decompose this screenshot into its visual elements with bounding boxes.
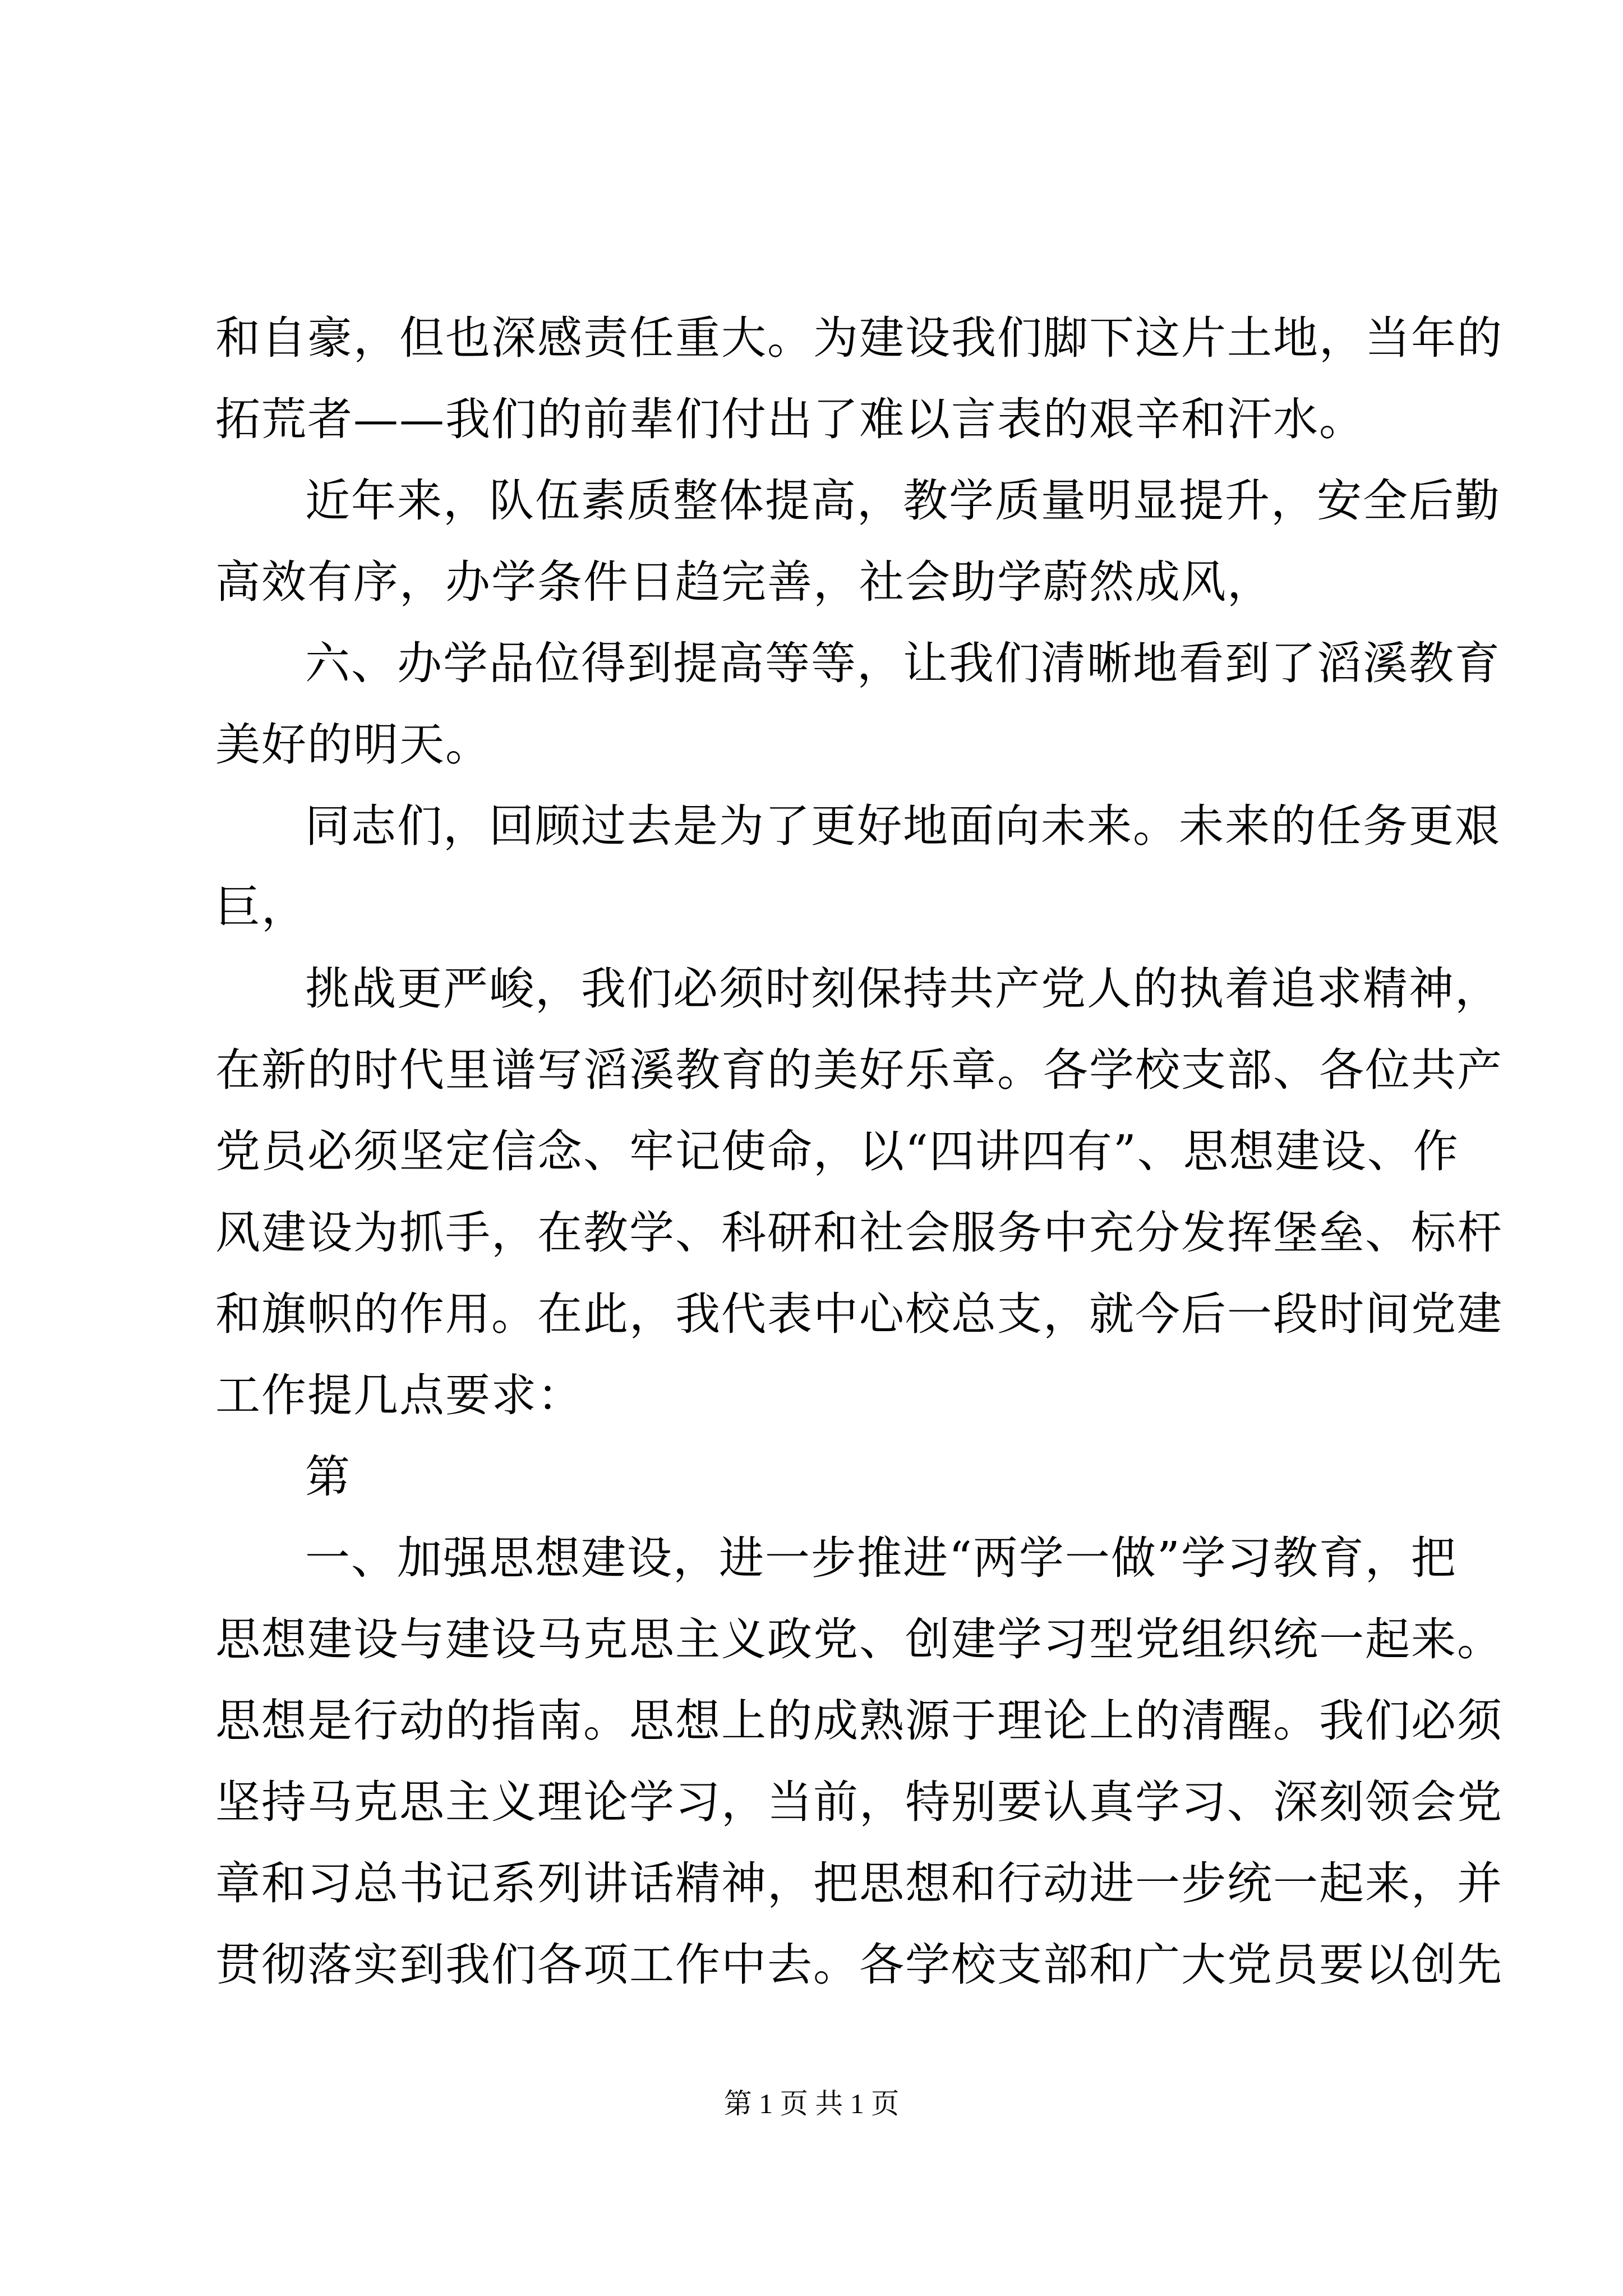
text-line: 章和习总书记系列讲话精神，把思想和行动进一步统一起来，并 <box>215 1857 1503 1910</box>
text-line: 党员必须坚定信念、牢记使命，以“四讲四有”、思想建设、作 <box>215 1125 1459 1177</box>
text-line: 挑战更严峻，我们必须时刻保持共产党人的执着追求精神， <box>305 963 1501 1015</box>
text-line: 和自豪，但也深感责任重大。为建设我们脚下这片土地，当年的 <box>215 312 1503 364</box>
text-line: 思想建设与建设马克思主义政党、创建学习型党组织统一起来。 <box>215 1613 1503 1665</box>
text-line: 思想是行动的指南。思想上的成熟源于理论上的清醒。我们必须 <box>215 1695 1503 1747</box>
text-line: 六、办学品位得到提高等等，让我们清晰地看到了滔溪教育 <box>305 637 1501 689</box>
text-line: 美好的明天。 <box>215 719 491 771</box>
text-line: 巨， <box>215 881 307 933</box>
text-line: 近年来，队伍素质整体提高，教学质量明显提升，安全后勤 <box>305 475 1501 527</box>
text-line: 坚持马克思主义理论学习，当前，特别要认真学习、深刻领会党 <box>215 1776 1503 1828</box>
text-line: 一、加强思想建设，进一步推进“两学一做”学习教育，把 <box>305 1532 1457 1584</box>
text-line: 贯彻落实到我们各项工作中去。各学校支部和广大党员要以创先 <box>215 1939 1503 1991</box>
text-line: 同志们，回顾过去是为了更好地面向未来。未来的任务更艰 <box>305 800 1501 852</box>
page-number-footer: 第 1 页 共 1 页 <box>723 2088 900 2119</box>
text-line: 拓荒者——我们的前辈们付出了难以言表的艰辛和汗水。 <box>215 393 1365 445</box>
text-line: 风建设为抓手，在教学、科研和社会服务中充分发挥堡垒、标杆 <box>215 1207 1503 1259</box>
text-line: 高效有序，办学条件日趋完善，社会助学蔚然成风， <box>215 556 1273 608</box>
text-line: 工作提几点要求： <box>215 1369 583 1421</box>
text-line: 和旗帜的作用。在此，我代表中心校总支，就今后一段时间党建 <box>215 1288 1503 1340</box>
body-text <box>215 297 1503 2005</box>
text-line: 在新的时代里谱写滔溪教育的美好乐章。各学校支部、各位共产 <box>215 1044 1503 1096</box>
text-line: 第 <box>305 1451 351 1503</box>
